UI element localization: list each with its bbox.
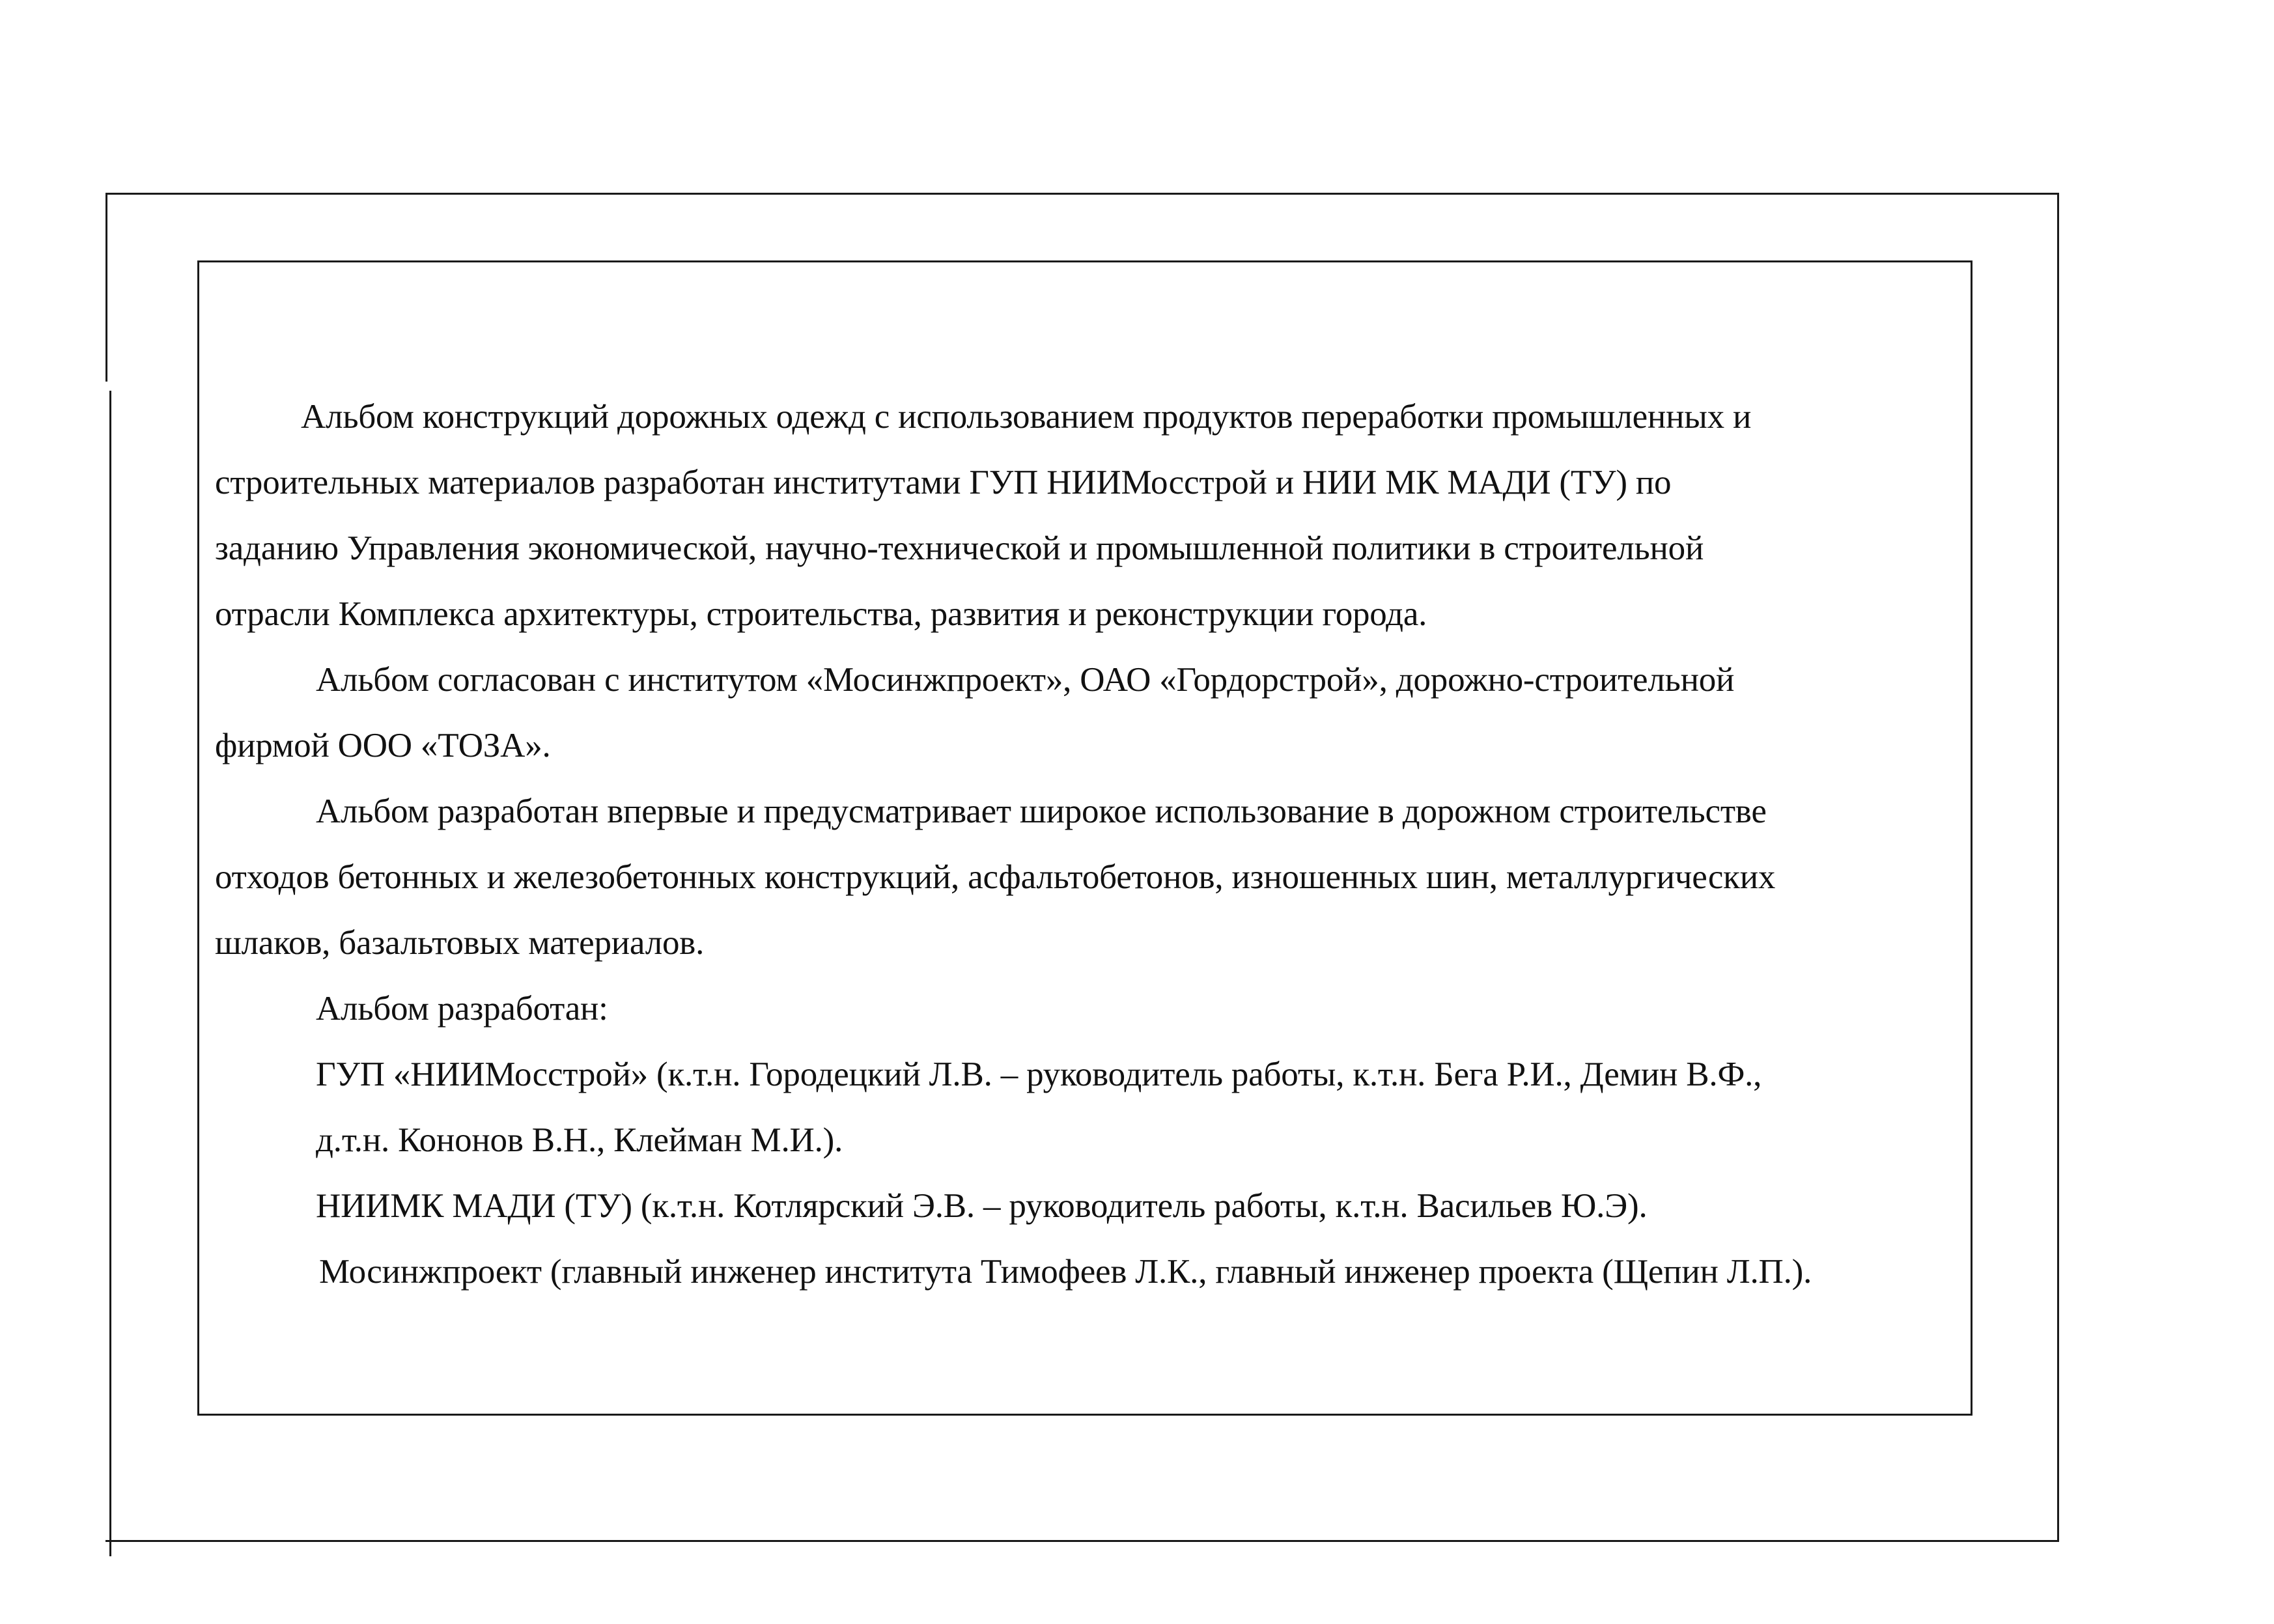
paragraph-1-line-2: строительных материалов разработан институтами ГУП НИИМосстрой и НИИ МК МАДИ (ТУ) по [215, 464, 1672, 501]
paragraph-1-line-1: Альбом конструкций дорожных одежд с использованием продуктов переработки промышленных и [301, 398, 1752, 436]
paragraph-7: Мосинжпроект (главный инженер института Тимофеев Л.К., главный инженер проекта (Щепин Л.П.). [319, 1253, 1812, 1291]
paragraph-4: Альбом разработан: [316, 990, 608, 1028]
paragraph-3-line-2: отходов бетонных и железобетонных конструкций, асфальтобетонов, изношенных шин, металлургических [215, 858, 1776, 896]
paragraph-1-line-4: отрасли Комплекса архитектуры, строительства, развития и реконструкции города. [215, 595, 1427, 633]
outer-frame-left-edge-bottom [109, 391, 111, 1556]
paragraph-3-line-1: Альбом разработан впервые и предусматривает широкое использование в дорожном строительстве [316, 792, 1767, 830]
paragraph-2-line-1: Альбом согласован с институтом «Мосинжпроект», ОАО «Гордорстрой», дорожно-строительной [316, 661, 1735, 699]
paragraph-5-line-1: ГУП «НИИМосстрой» (к.т.н. Городецкий Л.В. – руководитель работы, к.т.н. Бега Р.И., Демин В.Ф., [316, 1056, 1762, 1093]
paragraph-1-line-3: заданию Управления экономической, научно-технической и промышленной политики в строительной [215, 529, 1704, 567]
paragraph-2-line-2: фирмой ООО «ТОЗА». [215, 727, 551, 764]
document-body [215, 384, 1973, 1305]
outer-frame-left-edge-top [105, 193, 107, 382]
paragraph-6: НИИМК МАДИ (ТУ) (к.т.н. Котлярский Э.В. – руководитель работы, к.т.н. Васильев Ю.Э). [316, 1187, 1648, 1225]
paragraph-3-line-3: шлаков, базальтовых материалов. [215, 924, 705, 962]
paragraph-5-line-2: д.т.н. Кононов В.Н., Клейман М.И.). [316, 1121, 843, 1159]
